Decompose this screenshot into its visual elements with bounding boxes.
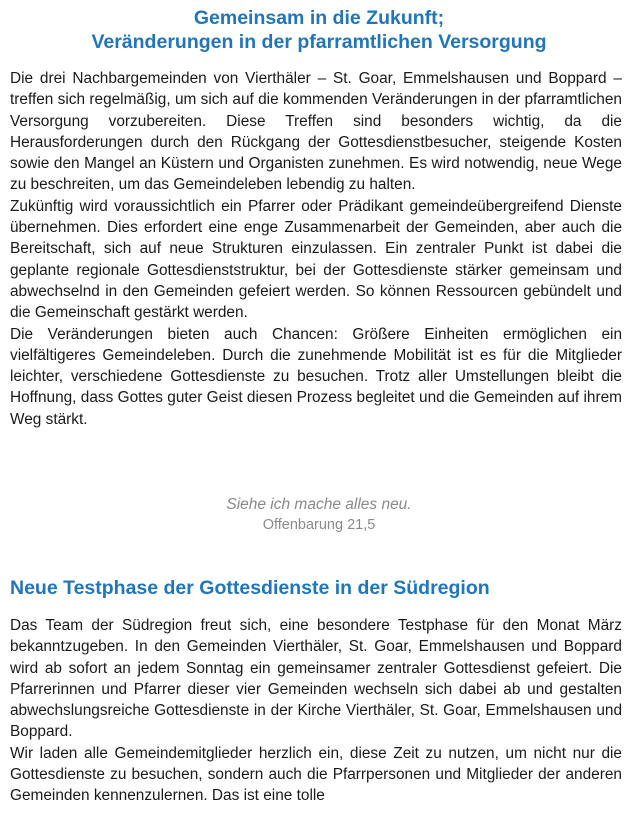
section1-title-line1: Gemeinsam in die Zukunft; <box>193 7 445 29</box>
section2-title: Neue Testphase der Gottesdienste in der Südregion <box>10 577 490 599</box>
section2-body <box>10 615 622 807</box>
quote-reference: Offenbarung 21,5 <box>262 517 376 533</box>
section2-paragraph: Das Team der Südregion freut sich, eine besondere Testphase für den Monat März bekanntzugeben. In den Gemeinden Vierthäler, St. Goar, Emmelshausen und Boppard wird ab sofort an jedem Sonntag ein gemeinsamer zentraler Gottesdienst gefeiert. Die Pfarrerinnen und Pfarrer dieser vier Gemeinden wechseln sich dabei ab und gestalten abwechslungsreiche Gottesdienste in der Kirche Vierthäler, St. Goar, Emmelshausen und Boppard. <box>10 617 622 741</box>
section1-heading <box>0 6 638 54</box>
quote-text: Siehe ich mache alles neu. <box>226 496 412 513</box>
section1-title-line2: Veränderungen in der pfarramtlichen Versorgung <box>91 31 547 53</box>
section1-body <box>10 68 622 430</box>
section1-paragraph: Die drei Nachbargemeinden von Vierthäler – St. Goar, Emmelshausen und Boppard – treffen sich regelmäßig, um sich auf die kommenden Veränderungen in der pfarramtlichen Versorgung vorzubereiten. Diese Treffen sind besonders wichtig, da die Herausforderungen durch den Rückgang der Gottesdienstbesucher, steigende Kosten sowie den Mangel an Küstern und Organisten zunehmen. Es wird notwendig, neue Wege zu beschreiten, um das Gemeindeleben lebendig zu halten. <box>10 70 622 194</box>
section1-paragraph: Zukünftig wird voraussichtlich ein Pfarrer oder Prädikant gemeindeübergreifend Dienste übernehmen. Dies erfordert eine enge Zusammenarbeit der Gemeinden, aber auch die Bereitschaft, sich auf neue Strukturen einzulassen. Ein zentraler Punkt ist dabei die geplante regionale Gottesdienststruktur, bei der Gottesdienste stärker gemeinsam und abwechselnd in den Gemeinden gefeiert werden. So können Ressourcen gebündelt und die Gemeinschaft gestärkt werden. <box>10 197 622 322</box>
section1-paragraph: Die Veränderungen bieten auch Chancen: Größere Einheiten ermöglichen ein vielfältigeres Gemeindeleben. Durch die zunehmende Mobilität ist es für die Mitglieder leichter, verschiedene Gottesdienste zu besuchen. Trotz aller Umstellungen bleibt die Hoffnung, dass Gottes guter Geist diesen Prozess begleitet und die Gemeinden auf ihrem Weg stärkt. <box>10 325 622 428</box>
section2-paragraph: Wir laden alle Gemeindemitglieder herzlich ein, diese Zeit zu nutzen, um nicht nur die Gottesdienste zu besuchen, sondern auch die Pfarrpersonen und Mitglieder der anderen Gemeinden kennenzulernen. Das ist eine tolle <box>10 744 622 805</box>
bible-quote <box>0 495 638 535</box>
